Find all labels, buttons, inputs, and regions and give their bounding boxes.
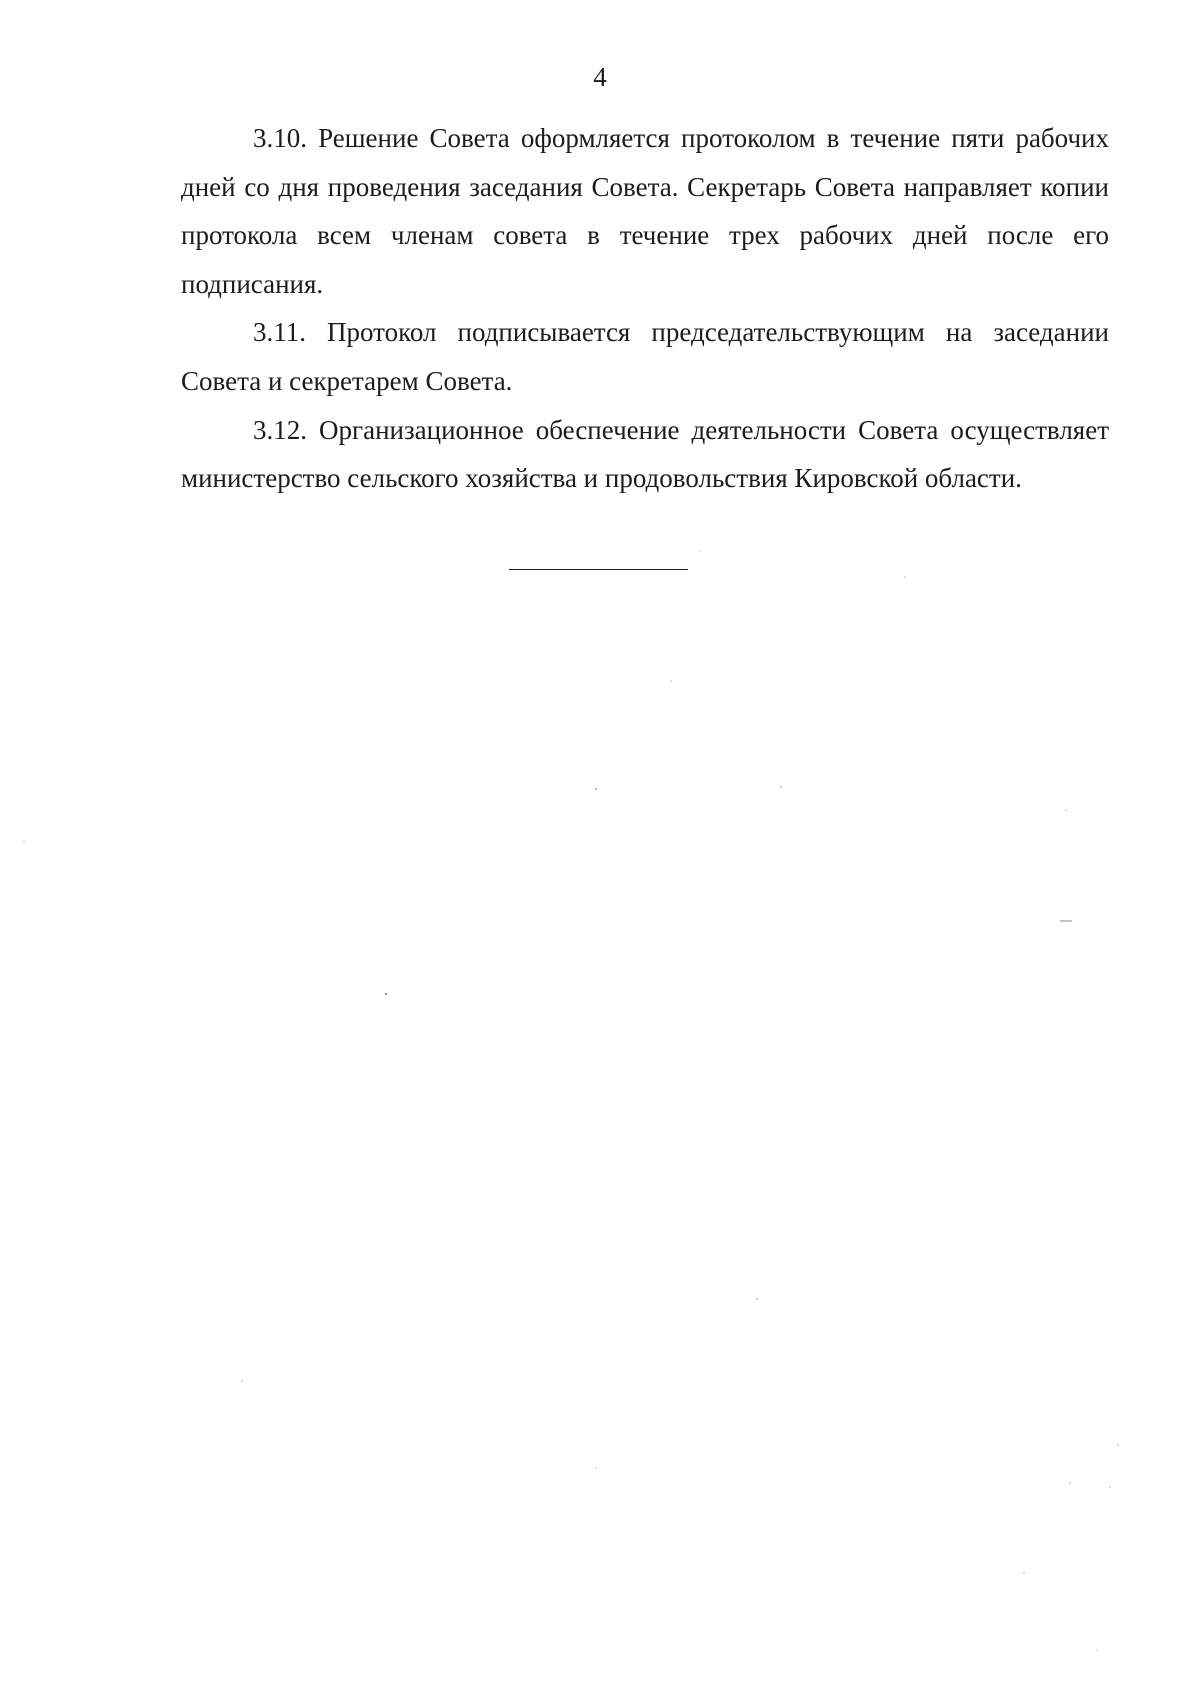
- document-body: [181, 114, 1109, 503]
- paragraph-3-12: 3.12. Организационное обеспечение деятельности Совета осуществляет министерство сельского хозяйства и продовольствия Кировской области.: [181, 414, 1109, 494]
- page-number: 4: [593, 62, 607, 92]
- end-of-document-rule: [509, 569, 688, 570]
- paragraph-3-10: 3.10. Решение Совета оформляется протоколом в течение пяти рабочих дней со дня проведения заседания Совета. Секретарь Совета направляет копии протокола всем членам совета в течение трех рабочих дней после его подписания.: [181, 123, 1109, 299]
- paragraph-3-11: 3.11. Протокол подписывается председательствующим на заседании Совета и секретарем Совета.: [181, 317, 1109, 396]
